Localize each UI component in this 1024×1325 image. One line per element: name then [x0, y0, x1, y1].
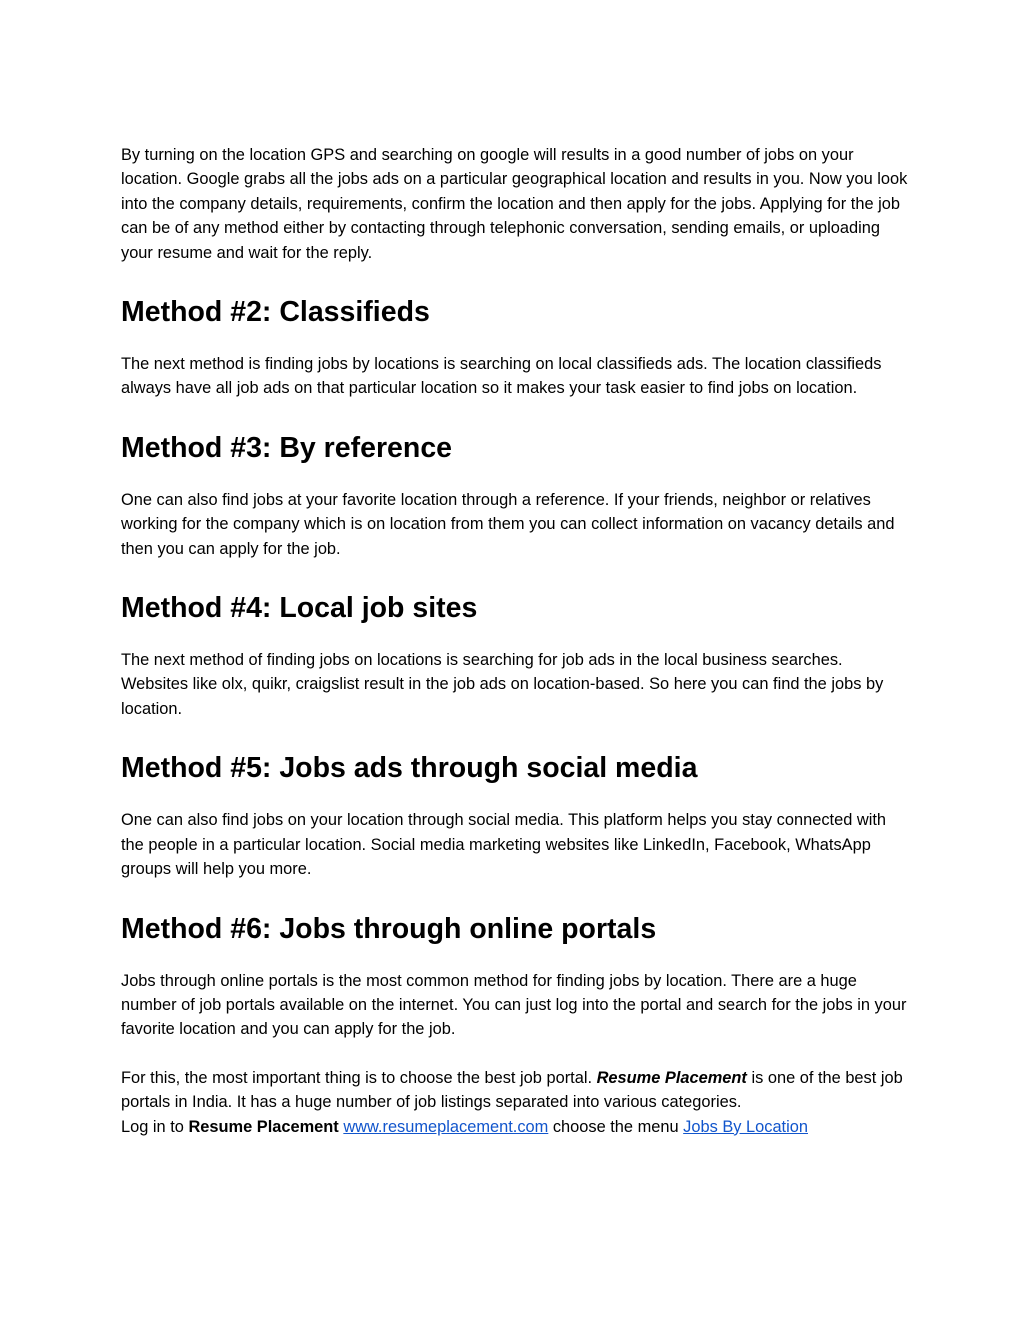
login-brand: Resume Placement [188, 1117, 339, 1136]
resume-placement-emphasis: Resume Placement [596, 1068, 747, 1087]
method-5-paragraph: One can also find jobs on your location through social media. This platform helps you stay connected with the people in a particular location. Social media marketing websites like LinkedIn, Facebook, WhatsApp groups will help you more. [121, 811, 887, 879]
login-prefix: Log in to [121, 1117, 189, 1136]
closing-paragraph [121, 1066, 911, 1139]
menu-text: choose the menu [548, 1117, 684, 1136]
method-2-heading: Method #2: Classifieds [121, 296, 430, 329]
method-3-paragraph: One can also find jobs at your favorite location through a reference. If your friends, neighbor or relatives working for the company which is on location from them you can collect information on vacancy details and then you can apply for the job. [121, 490, 895, 558]
method-6-heading: Method #6: Jobs through online portals [121, 912, 657, 945]
closing-text-before: For this, the most important thing is to choose the best job portal. [121, 1068, 597, 1087]
jobs-by-location-link[interactable]: Jobs By Location [683, 1117, 808, 1136]
method-3-heading: Method #3: By reference [121, 431, 453, 464]
document-page [121, 143, 911, 1139]
resumeplacement-site-link[interactable]: www.resumeplacement.com [343, 1117, 549, 1136]
intro-paragraph: By turning on the location GPS and searching on google will results in a good number of jobs on your location. Google grabs all the jobs ads on a particular geographical location and results in you. Now you look into the company details, requirements, confirm the location and then apply for the jobs. Applying for the job can be of any method either by contacting through telephonic conversation, sending emails, or uploading your resume and wait for the reply. [121, 146, 908, 262]
method-6-paragraph: Jobs through online portals is the most common method for finding jobs by location. There are a huge number of job portals available on the internet. You can just log into the portal and search for the jobs in your favorite location and you can apply for the job. [121, 971, 907, 1039]
closing-text-after: is one of the best job portals in India. It has a huge number of job listings separated into various categories. [121, 1068, 903, 1112]
method-5-heading: Method #5: Jobs ads through social media [121, 752, 698, 785]
method-4-paragraph: The next method of finding jobs on locations is searching for job ads in the local business searches. Websites like olx, quikr, craigslist result in the job ads on location-based. So here you can find the jobs by location. [121, 651, 884, 718]
method-2-paragraph: The next method is finding jobs by locations is searching on local classifieds ads. The location classifieds always have all job ads on that particular location so it makes your task easier to find jobs on location. [121, 355, 882, 398]
method-4-heading: Method #4: Local job sites [121, 592, 478, 625]
